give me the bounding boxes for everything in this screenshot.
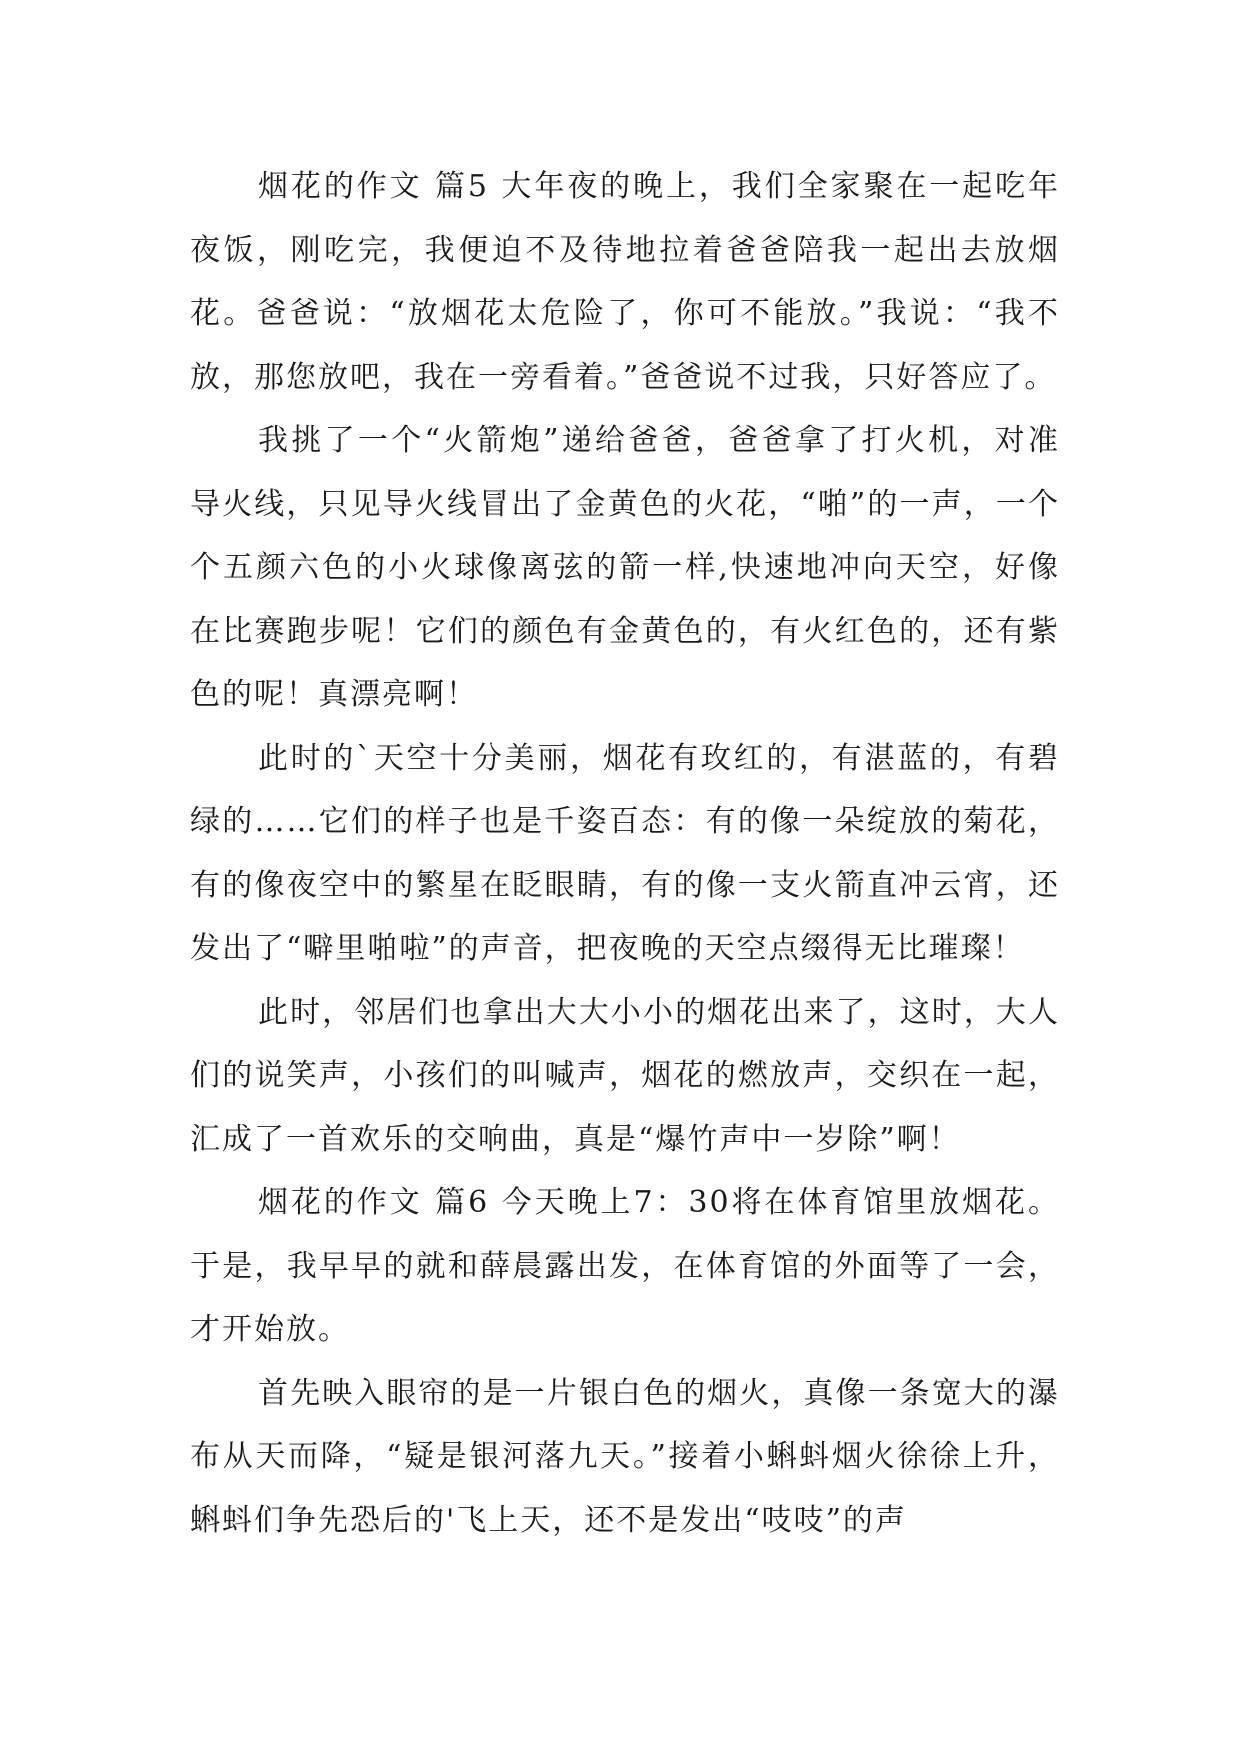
paragraph-5: 烟花的作文 篇6 今天晚上7：30将在体育馆里放烟花。于是，我早早的就和薛晨露出发，在体育馆的外面等了一会，才开始放。 xyxy=(190,1185,1060,1347)
paragraph-2: 我挑了一个“火箭炮”递给爸爸，爸爸拿了打火机，对准导火线，只见导火线冒出了金黄色的火花，“啪”的一声，一个个五颜六色的小火球像离弦的箭一样,快速地冲向天空，好像在比赛跑步呢！它们的颜色有金黄色的，有火红色的，还有紫色的呢！真漂亮啊！ xyxy=(190,423,1060,712)
paragraph-6: 首先映入眼帘的是一片银白色的烟火，真像一条宽大的瀑布从天而降，“疑是银河落九天。”接着小蝌蚪烟火徐徐上升，蝌蚪们争先恐后的'飞上天，还不是发出“吱吱”的声 xyxy=(190,1375,1060,1538)
paragraph-1: 烟花的作文 篇5 大年夜的晚上，我们全家聚在一起吃年夜饭，刚吃完，我便迫不及待地拉着爸爸陪我一起出去放烟花。爸爸说：“放烟花太危险了，你可不能放。”我说：“我不放，那您放吧，我在一旁看着。”爸爸说不过我，只好答应了。 xyxy=(190,169,1060,395)
document-body xyxy=(190,155,1060,1552)
paragraph-4: 此时，邻居们也拿出大大小小的烟花出来了，这时，大人们的说笑声，小孩们的叫喊声，烟花的燃放声，交织在一起，汇成了一首欢乐的交响曲，真是“爆竹声中一岁除”啊！ xyxy=(190,994,1060,1157)
paragraph-3: 此时的`天空十分美丽，烟花有玫红的，有湛蓝的，有碧绿的……它们的样子也是千姿百态：有的像一朵绽放的菊花，有的像夜空中的繁星在眨眼睛，有的像一支火箭直冲云宵，还发出了“噼里啪啦”的声音，把夜晚的天空点缀得无比璀璨！ xyxy=(190,740,1060,966)
